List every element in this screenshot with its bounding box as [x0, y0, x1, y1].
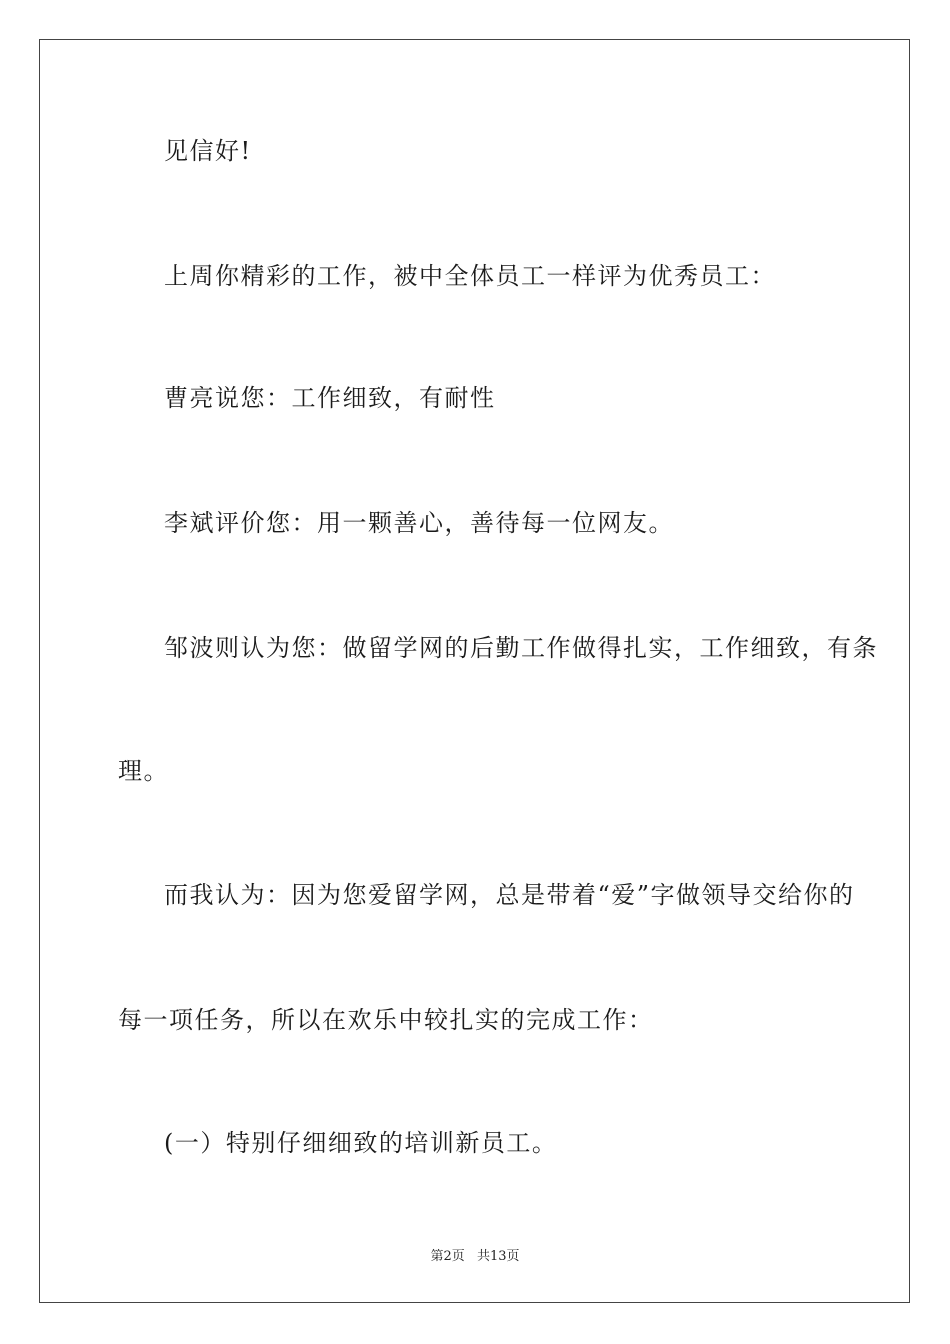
page-border — [39, 39, 910, 1303]
page-number: 第2页 — [430, 1249, 465, 1264]
paragraph-li-bin: 李斌评价您：用一颗善心，善待每一位网友。 — [164, 509, 674, 537]
paragraph-my-view: 而我认为：因为您爱留学网，总是带着“爱”字做领导交给你的 — [164, 881, 855, 909]
page-footer — [0, 1248, 950, 1266]
paragraph-zou-bo-continued: 理。 — [118, 757, 169, 785]
paragraph-cao-liang: 曹亮说您：工作细致，有耐性 — [164, 384, 496, 412]
list-item-one: (一）特别仔细细致的培训新员工。 — [164, 1129, 558, 1157]
paragraph-greeting: 见信好! — [164, 137, 252, 165]
page-total: 共13页 — [476, 1249, 520, 1264]
paragraph-my-view-continued: 每一项任务，所以在欢乐中较扎实的完成工作： — [118, 1006, 654, 1034]
paragraph-zou-bo: 邹波则认为您：做留学网的后勤工作做得扎实，工作细致，有条 — [164, 634, 878, 662]
paragraph-intro: 上周你精彩的工作，被中全体员工一样评为优秀员工： — [164, 262, 776, 290]
